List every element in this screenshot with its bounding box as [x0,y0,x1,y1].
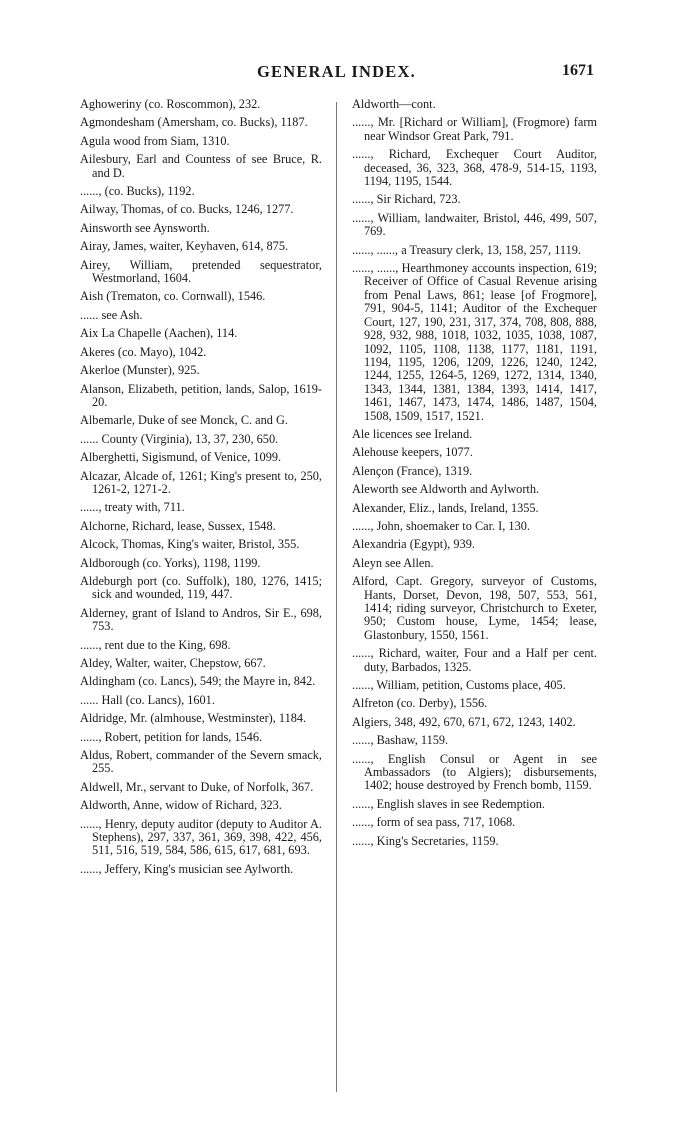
index-entry: Aldeburgh port (co. Suffolk), 180, 1276, 1415; sick and wounded, 119, 447. [80,573,322,602]
index-entry: ...... County (Virginia), 13, 37, 230, 650. [80,431,279,446]
index-entry: ......, John, shoemaker to Car. I, 130. [352,518,530,533]
index-entry: ...... Hall (co. Lancs), 1601. [80,692,215,707]
index-entry: Airay, James, waiter, Keyhaven, 614, 875. [80,239,289,254]
index-entry: Agmondesham (Amersham, co. Bucks), 1187. [80,115,308,130]
index-entry: Alfreton (co. Derby), 1556. [352,696,488,711]
index-entry: Aix La Chapelle (Aachen), 114. [80,326,238,341]
index-entry: ......, Mr. [Richard or William], (Frogmore) farm near Windsor Great Park, 791. [352,115,597,143]
index-entry: ......, Robert, petition for lands, 1546. [80,729,263,744]
index-entry: Ale licences see Ireland. [352,426,473,441]
right-column [352,98,597,853]
index-entry: Aldingham (co. Lancs), 549; the Mayre in, 842. [80,674,316,689]
index-entry: ......, Richard, Exchequer Court Auditor, deceased, 36, 323, 368, 478-9, 514-15, 1193, 1194, 1195, 1544. [352,147,597,189]
index-entry: Alberghetti, Sigismund, of Venice, 1099. [80,450,282,465]
index-entry: Airey, William, pretended sequestrator, Westmorland, 1604. [80,257,322,286]
index-entry: Algiers, 348, 492, 670, 671, 672, 1243, 1402. [352,714,576,729]
index-entry: Alcazar, Alcade of, 1261; King's present to, 250, 1261-2, 1271-2. [80,468,322,496]
index-entry: Alanson, Elizabeth, petition, lands, Salop, 1619-20. [80,381,322,409]
index-entry: Aldworth—cont. [352,97,436,111]
index-entry: Aldus, Robert, commander of the Severn smack, 255. [80,748,322,776]
index-entry: Albemarle, Duke of see Monck, C. and G. [80,413,288,428]
index-entry: Alexandria (Egypt), 939. [352,537,475,552]
index-entry: ......, Jeffery, King's musician see Aylworth. [80,861,294,876]
index-entry: Alençon (France), 1319. [352,463,473,478]
index-entry: ......, ......, a Treasury clerk, 13, 158, 257, 1119. [352,242,581,257]
index-entry: Alderney, grant of Island to Andros, Sir E., 698, 753. [80,605,322,634]
index-entry: Alford, Capt. Gregory, surveyor of Customs, Hants, Dorset, Devon, 198, 507, 553, 561, 1414; riding surveyor, Christchurch to Exeter, 950; Custom house, Lyme, 1454; lease, Glastonbury, 1550, 1561. [352,574,597,642]
index-entry: Agula wood from Siam, 1310. [80,133,230,148]
index-entry: ......, William, petition, Customs place, 405. [352,678,566,693]
index-entry: Aldridge, Mr. (almhouse, Westminster), 1184. [80,711,307,726]
index-entry: Aldborough (co. Yorks), 1198, 1199. [80,555,261,570]
index-entry: ...... see Ash. [80,307,143,322]
index-entry: Aldworth, Anne, widow of Richard, 323. [80,798,282,813]
index-entry: Alchorne, Richard, lease, Sussex, 1548. [80,518,276,533]
index-entry: ......, King's Secretaries, 1159. [352,833,499,848]
index-entry: Aleworth see Aldworth and Aylworth. [352,482,540,497]
index-entry: Aish (Trematon, co. Cornwall), 1546. [80,289,266,304]
index-entry: Ainsworth see Aynsworth. [80,220,210,235]
index-entry: Aleyn see Allen. [352,555,434,570]
index-entry: ......, William, landwaiter, Bristol, 446, 499, 507, 769. [352,210,597,239]
page-header [0,62,673,86]
index-entry: Aldwell, Mr., servant to Duke, of Norfolk, 367. [80,779,314,794]
index-entry: ......, English slaves in see Redemption. [352,796,545,811]
index-entry: Aghoweriny (co. Roscommon), 232. [80,97,261,111]
index-entry: Ailway, Thomas, of co. Bucks, 1246, 1277. [80,202,294,217]
left-column [80,98,322,881]
index-entry: ......, English Consul or Agent in see Ambassadors (to Algiers); disbursements, 1402; house destroyed by French bomb, 1159. [352,751,597,793]
index-entry: Akeres (co. Mayo), 1042. [80,344,207,359]
index-entry: Aldey, Walter, waiter, Chepstow, 667. [80,656,266,670]
page-number: 1671 [562,62,594,79]
index-entry: Alcock, Thomas, King's waiter, Bristol, 355. [80,537,300,552]
index-entry: ......, Henry, deputy auditor (deputy to Auditor A. Stephens), 297, 337, 361, 369, 398, 422, 456, 511, 516, 519, 584, 586, 615, 617, 681, 693. [80,816,322,858]
index-entry: ......, rent due to the King, 698. [80,637,231,652]
index-entry: Alexander, Eliz., lands, Ireland, 1355. [352,500,539,515]
index-entry: Ailesbury, Earl and Countess of see Bruce, R. and D. [80,152,322,180]
index-entry: ......, Bashaw, 1159. [352,733,449,748]
index-entry: Alehouse keepers, 1077. [352,445,473,460]
index-entry: Akerloe (Munster), 925. [80,363,200,378]
index-entry: ......, Sir Richard, 723. [352,192,461,207]
index-entry: ......, ......, Hearthmoney accounts inspection, 619; Receiver of Office of Casual Revenue arising from Penal Laws, 861; lease [of Frogmore], 791, 904-5, 1141; Auditor of the Exchequer Court, 127, 190, 231, 317, 374, 708, 808, 888, 928, 932, 988, 1018, 1032, 1035, 1038, 1087, 1092, 1105, 1108, 1138, 1177, 1181, 1191, 1194, 1195, 1206, 1209, 1226, 1240, 1242, 1244, 1255, 1264-5, 1269, 1272, 1314, 1340, 1343, 1344, 1381, 1384, 1393, 1414, 1417, 1461, 1467, 1473, 1474, 1486, 1487, 1504, 1508, 1509, 1517, 1521. [352,261,597,423]
running-title: GENERAL INDEX. [257,62,416,81]
index-entry: ......, form of sea pass, 717, 1068. [352,815,516,830]
index-entry: ......, treaty with, 711. [80,500,185,515]
index-entry: ......, Richard, waiter, Four and a Half per cent. duty, Barbados, 1325. [352,646,597,674]
index-entry: ......, (co. Bucks), 1192. [80,184,195,199]
column-divider [336,102,337,1092]
